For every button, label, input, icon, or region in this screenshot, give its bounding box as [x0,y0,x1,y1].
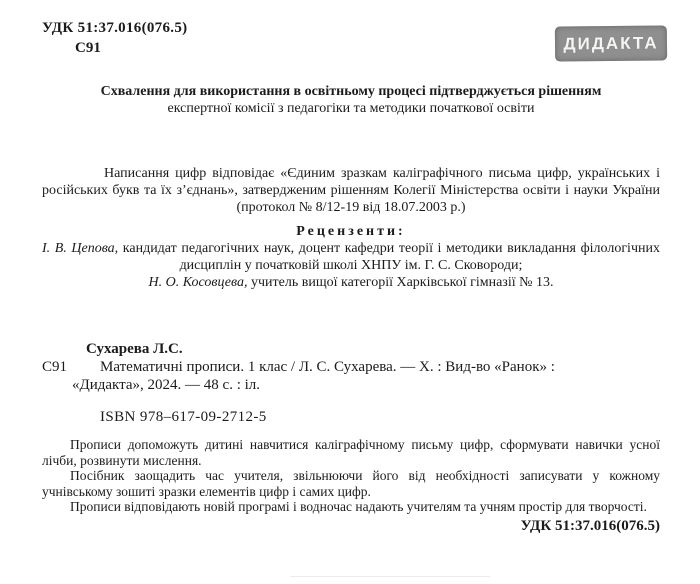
bibliographic-line-2: «Дидакта», 2024. — 48 с. : іл. [72,377,261,393]
didakta-logo-stamp [555,25,667,61]
reviewer-name: І. В. Цепова, [42,241,119,256]
annotation-paragraph-3: Прописи відповідають новій програмі і водночас надають учителям та учням простір для творчості. [70,499,647,515]
reviewer-description: кандидат педагогічних наук, доцент кафедри теорії і методики викладання філологічних дисциплін у початковій школі ХНПУ ім. Г. С. Сковороди; [118,241,660,273]
reviewer-description: учитель вищої категорії Харківської гімназії № 13. [247,275,554,290]
book-index: С91 [42,359,68,375]
approval-statement [42,83,660,117]
annotation-paragraph-1: Прописи допоможуть дитині навчитися каліграфічному письму цифр, сформувати навички усної лічби, розвинути мислення. [42,437,660,468]
didakta-logo-text: ДИДАКТА [563,33,659,54]
approval-line-2: експертної комісії з педагогіки та методики початкової освіти [167,101,535,116]
catalogue-card [42,340,660,426]
annotation-paragraph-2: Посібник заощадить час учителя, звільнюючи його від необхідності записувати у кожному учнівському зошиті зразки елементів цифр і самих цифр. [42,468,660,499]
udk-bottom-label: УДК 51:37.016(076.5) [520,517,660,534]
standard-compliance-paragraph: Написання цифр відповідає «Єдиним зразкам каліграфічного письма цифр, українських і російських букв та їх з’єднань», затвердженим рішенням Колегії Міністерства освіти і науки України (протокол № 8/12-19 від 18.07.2003 р.) [42,166,660,215]
reviewer-entry [42,274,660,291]
book-index-top: С91 [75,40,101,56]
isbn-number: ISBN 978–617-09-2712-5 [100,409,267,425]
reviewer-entry [42,240,660,274]
print-artifact-line [290,576,490,577]
reviewers-heading: Рецензенти: [296,224,406,239]
bibliographic-description [42,358,660,394]
reviewers-section [42,223,660,291]
annotation-section [42,437,660,515]
reviewer-name: Н. О. Косовцева, [148,275,248,290]
udk-top-label: УДК 51:37.016(076.5) [42,20,188,36]
approval-line-1: Схвалення для використання в освітньому процесі підтверджується рішенням [100,84,602,99]
bibliographic-line-1: Математичні прописи. 1 клас / Л. С. Сухарева. — Х. : Вид-во «Ранок» : [100,359,555,375]
author-name: Сухарева Л.С. [86,341,183,357]
